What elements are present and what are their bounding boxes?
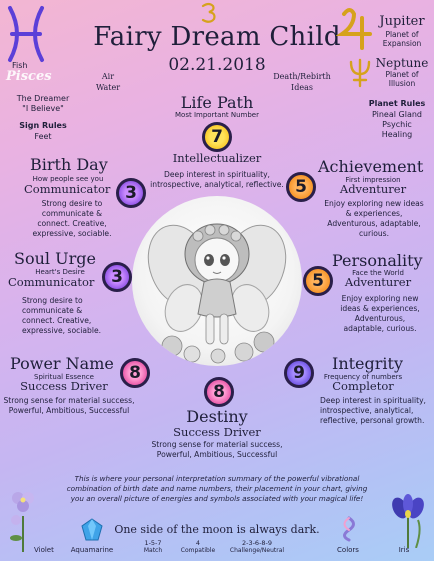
neptune-description [372,70,432,88]
destiny-description [140,440,294,460]
achievement-number: 5 [286,172,316,202]
power-name-title: Power Name [10,354,114,373]
sign-archetype: The Dreamer [16,94,70,103]
sign-name: Pisces [6,69,52,84]
number-three-ornament-icon [198,2,220,24]
element-air: Air [101,72,115,81]
integrity-title: Integrity [332,354,403,373]
element-water: Water [95,83,121,92]
planet-rules-list [360,110,434,140]
sign-rules-value: Feet [34,132,52,141]
neptune-symbol-icon [348,58,372,88]
power-name-subtitle: Spiritual Essence [34,373,94,381]
moon-quote: One side of the moon is always dark. [114,523,320,536]
legend-match-label: Match [143,547,163,554]
desc-line: Strong desire to [41,199,103,208]
neptune-desc-line: Planet of [385,70,419,79]
integrity-subtitle: Frequency of numbers [323,373,403,381]
desc-line: connect. Creative, [22,316,92,325]
desc-line: Adventurous, adaptable, [327,219,421,228]
desc-line: Powerful, Ambitious, Successful [8,406,130,415]
planet-rule-item: Healing [381,130,413,139]
jupiter-desc-line: Planet of [385,30,419,39]
jupiter-desc-line: Expansion [382,39,422,48]
desc-line: ideas & experiences, [340,304,420,313]
birth-day-title: Birth Day [30,155,108,174]
soul-urge-description [22,296,128,336]
theme-death-rebirth: Death/Rebirth [273,72,331,81]
personality-title: Personality [332,251,423,270]
legend-compatible-numbers: 4 [195,539,201,547]
colors-label: Colors [337,546,359,554]
summary-line: This is where your personal interpretation summary of the powerful vibrational [74,474,360,483]
jupiter-description [370,30,434,48]
power-name-number: 8 [120,358,150,388]
page-title: Fairy Dream Child [93,22,341,52]
birth-day-description [18,199,126,239]
legend-challenge-numbers: 2-3-6-8-9 [241,539,273,547]
legend-challenge-label: Challenge/Neutral [229,547,285,554]
life-path-description [130,170,304,190]
integrity-number: 9 [284,358,314,388]
soul-urge-subtitle: Heart's Desire [35,268,85,276]
achievement-title: Achievement [318,157,424,176]
sign-archetype-block [8,94,78,114]
desc-line: & experiences, [345,209,403,218]
desc-line: curious. [358,229,390,238]
desc-line: Deep interest in spirituality, [320,396,426,405]
personality-role: Adventurer [344,275,412,289]
interpretation-summary [60,474,374,504]
aquamarine-gem-icon [80,518,104,542]
integrity-description [320,396,432,426]
sign-animal: Fish [12,61,28,70]
iris-label: Iris [398,546,410,554]
desc-line: introspective, analytical, reflective. [150,180,284,189]
sign-elements [86,71,130,93]
desc-line: reflective, personal growth. [320,416,425,425]
colors-swirl-icon [338,516,360,542]
life-path-role: Intellectualizer [172,151,262,165]
soul-urge-number: 3 [102,262,132,292]
birth-day-subtitle: How people see you [32,175,104,183]
gem-label: Aquamarine [70,546,114,554]
jupiter-symbol-icon [336,4,374,52]
birth-day-number: 3 [116,178,146,208]
achievement-role: Adventurer [339,182,407,196]
desc-line: Strong sense for material success, [3,396,135,405]
personality-subtitle: Face the World [352,269,404,277]
neptune-name: Neptune [375,56,429,70]
desc-line: Strong sense for material success, [151,440,283,449]
pisces-symbol-icon [4,4,48,64]
desc-line: Strong desire to [22,296,83,305]
desc-line: expressive, sociable. [22,326,102,335]
desc-line: Powerful, Ambitious, Successful [156,450,278,459]
summary-line: you an overall picture of energies and symbols associated with your magical life! [70,494,364,503]
desc-line: adaptable, curious. [343,324,417,333]
desc-line: Deep interest in spirituality, [164,170,270,179]
birth-day-role: Communicator [24,182,111,196]
desc-line: Adventurous, [354,314,406,323]
legend-match-numbers: 1-5-7 [144,539,162,547]
sign-theme [270,71,334,93]
power-name-role: Success Driver [20,379,108,393]
planet-rule-item: Psychic [382,120,412,129]
violet-flower-icon [6,486,40,552]
jupiter-name: Jupiter [379,14,425,29]
legend-compatible-label: Compatible [180,547,216,554]
neptune-desc-line: Illusion [388,79,416,88]
desc-line: introspective, analytical, [320,406,414,415]
integrity-role: Completor [332,379,394,393]
life-path-title: Life Path [180,93,254,112]
personality-number: 5 [303,266,333,296]
fairy-drawing-icon [132,196,302,366]
birth-date: 02.21.2018 [168,55,266,75]
power-name-description [2,396,136,416]
summary-line: combination of birth date and name numbers, their placement in your chart, giving [66,484,368,493]
desc-line: expressive, sociable. [32,229,112,238]
life-path-subtitle: Most Important Number [175,111,259,119]
life-path-number: 7 [202,122,232,152]
soul-urge-role: Communicator [8,275,95,289]
planet-rule-item: Pineal Gland [371,110,422,119]
sign-motto: "I Believe" [22,104,64,113]
desc-line: connect. Creative, [37,219,107,228]
desc-line: communicate & [41,209,103,218]
personality-description [332,294,428,334]
soul-urge-title: Soul Urge [14,249,96,268]
desc-line: Enjoy exploring new [341,294,419,303]
flower-label: Violet [34,546,54,554]
achievement-description [318,199,430,239]
desc-line: Enjoy exploring new ideas [324,199,424,208]
achievement-subtitle: First impression [345,176,401,184]
fairy-illustration [132,196,302,366]
desc-line: communicate & [22,306,83,315]
planet-rules-label: Planet Rules [368,99,426,108]
iris-flower-icon [388,494,428,548]
theme-ideas: Ideas [291,83,313,92]
destiny-role: Success Driver [173,425,261,439]
destiny-title: Destiny [186,407,248,426]
destiny-number: 8 [204,377,234,407]
sign-rules-label: Sign Rules [19,121,67,130]
